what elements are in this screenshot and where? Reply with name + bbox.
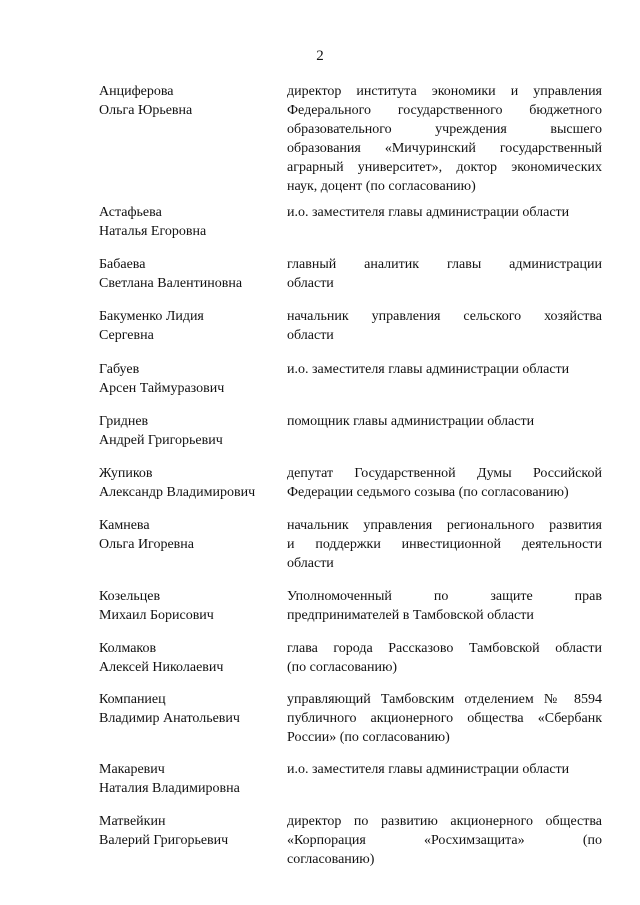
member-surname: Бакуменко Лидия (99, 309, 204, 324)
position-line: публичного акционерного общества «Сбербанк (287, 711, 602, 726)
position-line: Уполномоченный по защите прав (287, 589, 602, 604)
member-surname: Козельцев (99, 589, 161, 604)
position-line: директор института экономики и управления (287, 84, 602, 99)
position-line: управляющий Тамбовским отделением № 8594 (287, 692, 602, 707)
position-line: образовательного учреждения высшего (287, 122, 602, 137)
member-name (99, 412, 274, 450)
member-given-name: Сергевна (99, 328, 154, 343)
member-name (99, 587, 274, 625)
member-surname: Колмаков (99, 641, 157, 656)
member-position (287, 587, 602, 625)
member-surname: Габуев (99, 362, 140, 377)
member-name (99, 464, 274, 502)
position-line: Федерального государственного бюджетного (287, 103, 602, 118)
position-line: и.о. заместителя главы администрации области (287, 205, 570, 220)
member-surname: Астафьева (99, 205, 162, 220)
member-given-name: Андрей Григорьевич (99, 433, 223, 448)
position-line: области (287, 328, 334, 343)
member-given-name: Ольга Юрьевна (99, 103, 193, 118)
position-line: Федерации седьмого созыва (по согласованию) (287, 485, 569, 500)
member-given-name: Наталья Егоровна (99, 224, 207, 239)
position-line: и поддержки инвестиционной деятельности (287, 537, 602, 552)
member-surname: Матвейкин (99, 814, 166, 829)
member-position (287, 307, 602, 345)
position-line: и.о. заместителя главы администрации области (287, 762, 570, 777)
position-line: (по согласованию) (287, 660, 398, 675)
position-line: согласованию) (287, 852, 375, 867)
member-surname: Камнева (99, 518, 150, 533)
position-line: и.о. заместителя главы администрации области (287, 362, 570, 377)
position-line: образования «Мичуринский государственный (287, 141, 602, 156)
position-line: области (287, 556, 334, 571)
position-line: начальник управления сельского хозяйства (287, 309, 602, 324)
position-line: предпринимателей в Тамбовской области (287, 608, 534, 623)
member-name (99, 360, 274, 398)
member-position (287, 639, 602, 677)
member-surname: Компаниец (99, 692, 166, 707)
member-position (287, 82, 602, 196)
member-name (99, 812, 274, 850)
member-position (287, 690, 602, 747)
member-given-name: Владимир Анатольевич (99, 711, 240, 726)
member-position (287, 412, 602, 431)
member-name (99, 690, 274, 728)
member-position (287, 255, 602, 293)
member-position (287, 812, 602, 869)
member-surname: Анциферова (99, 84, 174, 99)
position-line: «Корпорация «Росхимзащита» (по (287, 833, 602, 848)
position-line: России» (по согласованию) (287, 730, 450, 745)
member-given-name: Алексей Николаевич (99, 660, 224, 675)
member-name (99, 516, 274, 554)
position-line: директор по развитию акционерного общества (287, 814, 602, 829)
member-name (99, 307, 274, 345)
member-given-name: Александр Владимирович (99, 485, 256, 500)
member-surname: Макаревич (99, 762, 165, 777)
member-given-name: Ольга Игоревна (99, 537, 194, 552)
member-given-name: Валерий Григорьевич (99, 833, 229, 848)
member-given-name: Наталия Владимировна (99, 781, 240, 796)
position-line: области (287, 276, 334, 291)
member-position (287, 203, 602, 222)
member-position (287, 760, 602, 779)
member-name (99, 82, 274, 120)
member-name (99, 203, 274, 241)
position-line: начальник управления регионального развития (287, 518, 602, 533)
member-given-name: Арсен Таймуразович (99, 381, 225, 396)
position-line: наук, доцент (по согласованию) (287, 179, 476, 194)
member-given-name: Светлана Валентиновна (99, 276, 243, 291)
position-line: помощник главы администрации области (287, 414, 535, 429)
position-line: депутат Государственной Думы Российской (287, 466, 602, 481)
member-position (287, 464, 602, 502)
member-position (287, 516, 602, 573)
member-name (99, 760, 274, 798)
member-surname: Бабаева (99, 257, 146, 272)
member-surname: Жупиков (99, 466, 153, 481)
position-line: аграрный университет», доктор экономических (287, 160, 602, 175)
member-name (99, 639, 274, 677)
member-name (99, 255, 274, 293)
position-line: глава города Рассказово Тамбовской области (287, 641, 602, 656)
page-number: 2 (316, 48, 324, 64)
member-surname: Гриднев (99, 414, 149, 429)
position-line: главный аналитик главы администрации (287, 257, 602, 272)
member-given-name: Михаил Борисович (99, 608, 214, 623)
member-position (287, 360, 602, 379)
